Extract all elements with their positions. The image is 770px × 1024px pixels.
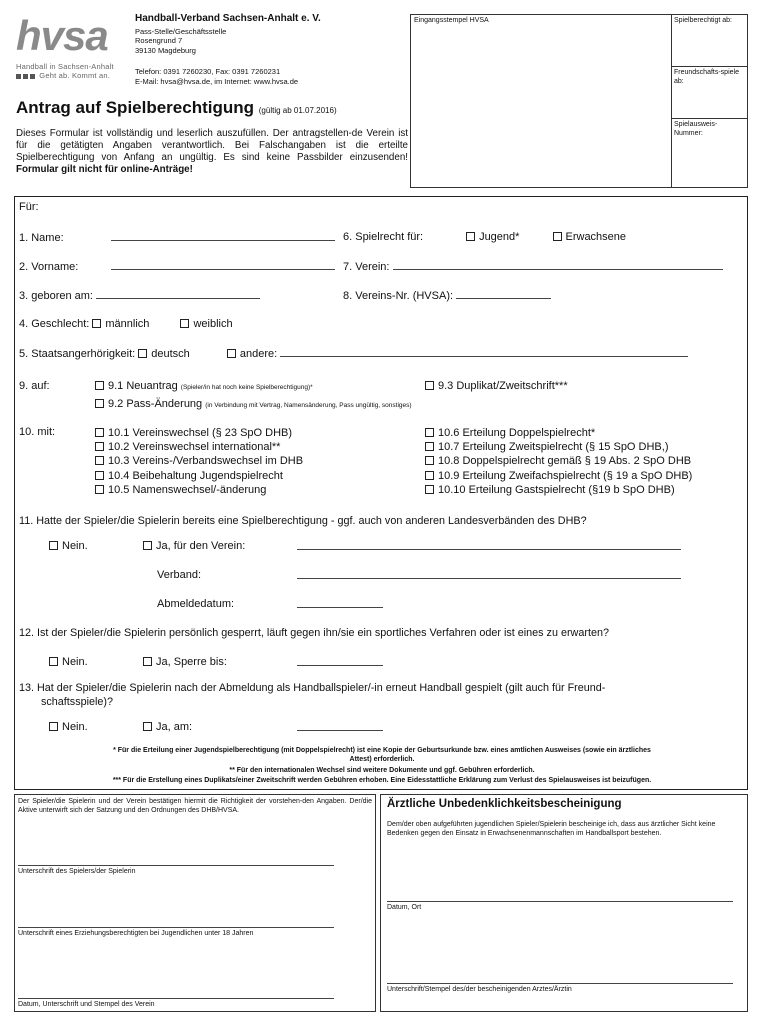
verband-label: Verband: [157,569,202,581]
mit-option: 10.2 Vereinswechsel international** [95,440,303,454]
mit-checkbox[interactable] [425,456,434,465]
mit-checkbox[interactable] [425,471,434,480]
verein-field[interactable] [393,260,723,270]
player-signature-line[interactable] [18,865,334,866]
neuantrag-checkbox[interactable] [95,381,104,390]
staatsangehoerigkeit-row: 5. Staatsangerhörigkeit: deutsch andere: [19,347,688,360]
duplikat-option: 9.3 Duplikat/Zweitschrift*** [425,380,568,392]
fuer-label: Für: [19,201,39,213]
medical-title: Ärztliche Unbedenklichkeitsbescheinigung [387,798,622,810]
medical-text: Dem/der oben aufgeführten jugendlichen Spieler/Spielerin bescheinige ich, dass aus ärztlicher Sicht keine Bedenken gegen den Einsatz in Erwachsenenmannschaften im Handballsport bestehen. [387,821,716,837]
q13-nein-checkbox[interactable] [49,722,58,731]
verein-row: 7. Verein: [343,260,723,273]
mit-checkbox[interactable] [95,456,104,465]
q12-ja: Ja, Sperre bis: [143,656,227,668]
q11-nein-checkbox[interactable] [49,541,58,550]
spielrecht-row: 6. Spielrecht für: Jugend* Erwachsene [343,231,627,243]
mit-checkbox[interactable] [95,485,104,494]
q13-date-field[interactable] [297,721,383,734]
neuantrag-option: 9.1 Neuantrag (Spieler/in hat noch keine Spielberechtigung)* [95,380,313,392]
passaenderung-option: 9.2 Pass-Änderung (in Verbindung mit Vertrag, Namensänderung, Pass ungültig, sonstiges) [95,398,412,410]
club-signature-line[interactable] [18,998,334,999]
mit-checkbox[interactable] [425,428,434,437]
name-field[interactable] [111,231,335,241]
verband-field[interactable] [297,569,681,582]
club-signature-label: Datum, Unterschrift und Stempel des Verein [18,1001,155,1008]
deutsch-checkbox[interactable] [138,349,147,358]
question-13: 13. Hat der Spieler/die Spielerin nach der Abmeldung als Handballspieler/-in erneut Handball gespielt (gilt auch für Freund- [19,682,606,694]
geboren-row: 3. geboren am: [19,289,260,302]
weiblich-checkbox[interactable] [180,319,189,328]
org-email: E-Mail: hvsa@hvsa.de, im Internet: www.hvsa.de [135,76,299,86]
sperre-field[interactable] [297,656,383,669]
maennlich-checkbox[interactable] [92,319,101,328]
mit-option: 10.9 Erteilung Zweifachspielrecht (§ 19 a SpO DHB) [425,469,692,483]
mit-checkbox[interactable] [95,428,104,437]
vorname-field[interactable] [111,260,335,270]
date-place-line[interactable] [387,901,733,902]
geboren-field[interactable] [96,289,260,299]
question-12: 12. Ist der Spieler/die Spielerin persönlich gesperrt, läuft gegen ihn/sie ein sportliches Verfahren oder ist eines zu erwarten? [19,627,609,639]
confirmation-text: Der Spieler/die Spielerin und der Verein bestätigen hiermit die Richtigkeit der vorstehen-den Angaben. Der/die Aktive unterwirft sich der Satzung und den Ordnungen des DHB/HVSA. [18,798,372,814]
mit-options-left [95,426,303,497]
mit-checkbox[interactable] [425,442,434,451]
footnote-1: * Für die Erteilung einer Jugendspielberechtigung (mit Doppelspielrecht) ist eine Kopie der Geburtsurkunde bzw. eines amtlichen Ausweises (sowie ein ärztliches Attest) erforderlich. [113,747,651,763]
side-cell: Freundschafts-spiele ab: [671,67,747,119]
mit-option: 10.4 Beibehaltung Jugendspielrecht [95,469,303,483]
organization-address [135,14,405,86]
mit-checkbox[interactable] [425,485,434,494]
q13-nein: Nein. [49,721,88,733]
q12-nein: Nein. [49,656,88,668]
stamp-label: Eingangsstempel HVSA [414,17,489,24]
org-phone: Telefon: 0391 7260230, Fax: 0391 7260231 [135,67,281,76]
abmeldedatum-field[interactable] [297,598,383,611]
org-line: Pass-Stelle/Geschäftsstelle [135,26,227,36]
logo-tagline-2: Geht ab. Kommt an. [16,71,126,80]
guardian-signature-line[interactable] [18,927,334,928]
passaenderung-checkbox[interactable] [95,399,104,408]
page-title: Antrag auf Spielberechtigung (gültig ab 01.07.2016) [16,98,337,117]
doctor-signature-line[interactable] [387,983,733,984]
question-11: 11. Hatte der Spieler/die Spielerin bereits eine Spielberechtigung - ggf. auch von anderen Landesverbänden des DHB? [19,515,587,527]
mit-option: 10.10 Erteilung Gastspielrecht (§19 b SpO DHB) [425,483,692,497]
footnote-2: ** Für den internationalen Wechsel sind weitere Dokumente und ggf. Gebühren erforderlich. [229,767,535,774]
vereinsnr-field[interactable] [456,289,551,299]
q13-ja-checkbox[interactable] [143,722,152,731]
geschlecht-row: 4. Geschlecht: männlich weiblich [19,318,233,330]
vorname-row: 2. Vorname: [19,260,335,273]
q11-verein-field[interactable] [297,540,681,553]
mit-option: 10.7 Erteilung Zweitspielrecht (§ 15 SpO DHB,) [425,440,692,454]
q13-ja: Ja, am: [143,721,192,733]
confirmation-box [14,794,376,1012]
intro-bold: Formular gilt nicht für online-Anträge! [16,164,193,175]
mit-label: 10. mit: [19,426,56,438]
mit-option: 10.1 Vereinswechsel (§ 23 SpO DHB) [95,426,303,440]
org-name: Handball-Verband Sachsen-Anhalt e. V. [135,13,321,24]
org-line: Rosengrund 7 [135,36,183,45]
side-cell: Spielausweis-Nummer: [674,121,718,137]
duplikat-checkbox[interactable] [425,381,434,390]
mit-option: 10.3 Vereins-/Verbandswechsel im DHB [95,454,303,468]
mit-option: 10.6 Erteilung Doppelspielrecht* [425,426,692,440]
application-form [14,196,748,790]
q12-ja-checkbox[interactable] [143,657,152,666]
q11-ja: Ja, für den Verein: [143,540,245,552]
q12-nein-checkbox[interactable] [49,657,58,666]
doctor-signature-label: Unterschrift/Stempel des/der bescheinigenden Arztes/Ärztin [387,986,572,993]
footnote-3: *** Für die Erstellung eines Duplikats/einer Zweitschrift werden Gebühren erhoben. Eine Eidesstattliche Erklärung zum Verlust des Spielausweises ist beizufügen. [112,777,652,784]
q11-ja-checkbox[interactable] [143,541,152,550]
logo-wordmark: hvsa [16,12,108,59]
andere-field[interactable] [280,347,688,357]
erwachsene-checkbox[interactable] [553,232,562,241]
vereinsnr-row: 8. Vereins-Nr. (HVSA): [343,289,551,302]
auf-label: 9. auf: [19,380,50,392]
mit-options-right [425,426,692,497]
stamp-box [410,14,672,188]
player-signature-label: Unterschrift des Spielers/der Spielerin [18,868,136,875]
title-note: (gültig ab 01.07.2016) [258,106,337,115]
hvsa-logo [16,14,126,80]
guardian-signature-label: Unterschrift eines Erziehungsberechtigten bei Jugendlichen unter 18 Jahren [18,930,254,937]
name-row: 1. Name: [19,231,335,244]
mit-checkbox[interactable] [95,471,104,480]
mit-option: 10.8 Doppelspielrecht gemäß § 19 Abs. 2 SpO DHB [425,454,692,468]
mit-option: 10.5 Namenswechsel/-änderung [95,483,303,497]
mit-checkbox[interactable] [95,442,104,451]
org-line: 39130 Magdeburg [135,45,196,55]
side-cell: Spielberechtigt ab: [671,15,747,67]
medical-certificate-box [380,794,748,1012]
jugend-checkbox[interactable] [466,232,475,241]
andere-checkbox[interactable] [227,349,236,358]
abmeldedatum-label: Abmeldedatum: [157,598,235,610]
q11-nein: Nein. [49,540,88,552]
office-use-column [671,14,748,188]
intro-text: Dieses Formular ist vollständig und leserlich auszufüllen. Der antragstellen-de Verein ist für die getätigten Angaben verantwortlich. Bei Falschangaben ist die erteilte Spielberechtigung von Anfang an ungültig. Es sind keine Passbilder einzusenden! Formular gilt nicht für online-Anträge! [16,128,408,175]
date-place-label: Datum, Ort [387,904,422,911]
question-13-cont: schaftsspiele)? [41,696,114,708]
logo-tagline-1: Handball in Sachsen-Anhalt [16,62,114,71]
